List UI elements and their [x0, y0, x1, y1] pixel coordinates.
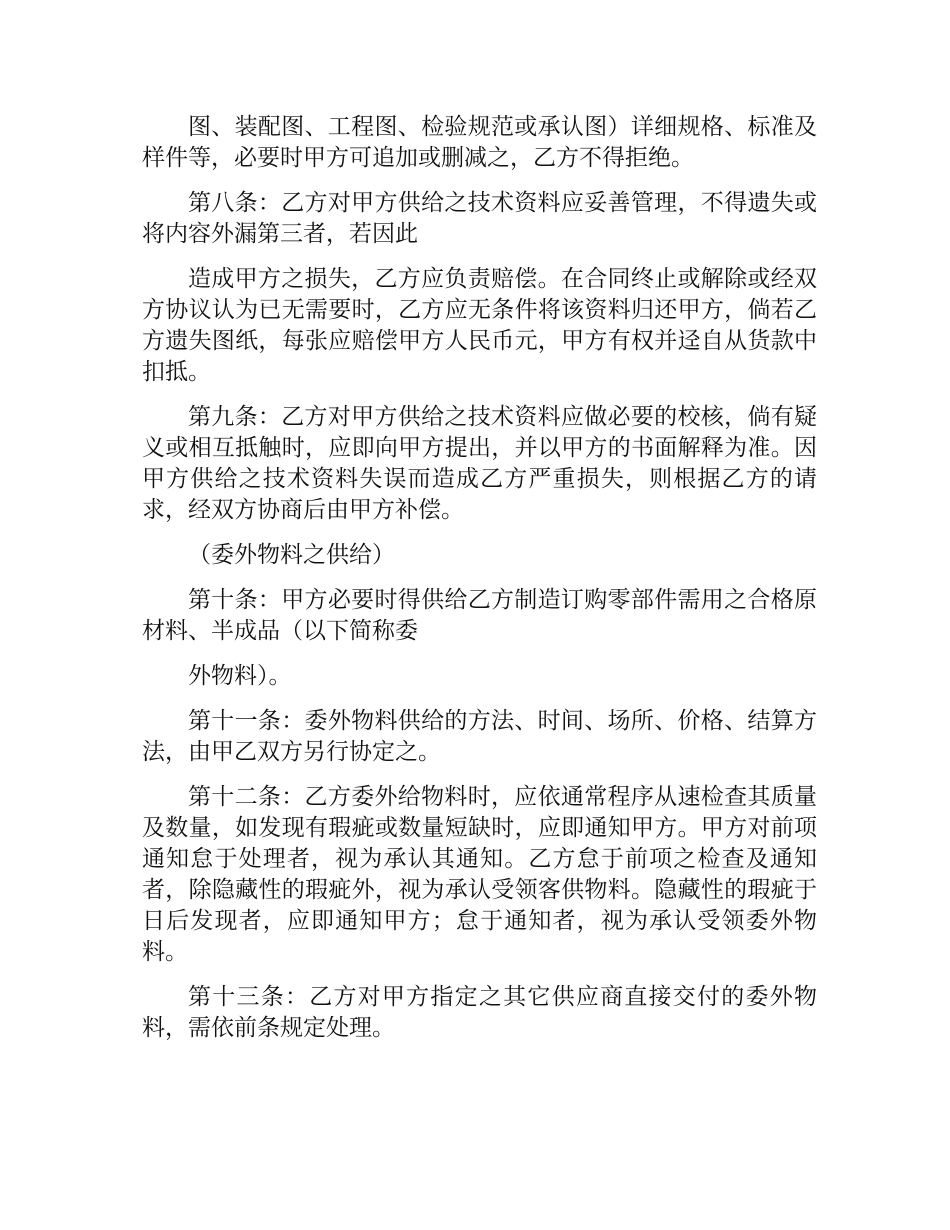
paragraph-article-10: 第十条：甲方必要时得供给乙方制造订购零部件需用之合格原材料、半成品（以下简称委 — [142, 587, 817, 644]
paragraph-article-8: 第八条：乙方对甲方供给之技术资料应妥善管理，不得遗失或将内容外漏第三者，若因此 — [142, 190, 817, 247]
paragraph-article-11: 第十一条：委外物料供给的方法、时间、场所、价格、结算方法，由甲乙双方另行协定之。 — [142, 708, 817, 765]
paragraph-1: 图、装配图、工程图、检验规范或承认图）详细规格、标准及样件等，必要时甲方可追加或删减之，乙方不得拒绝。 — [142, 114, 817, 171]
paragraph-article-13: 第十三条：乙方对甲方指定之其它供应商直接交付的委外物料，需依前条规定处理。 — [142, 984, 817, 1041]
paragraph-article-12: 第十二条：乙方委外给物料时，应依通常程序从速检查其质量及数量，如发现有瑕疵或数量短缺时，应即通知甲方。甲方对前项通知怠于处理者，视为承认其通知。乙方怠于前项之检查及通知者，除隐藏性的瑕疵外，视为承认受领客供物料。隐藏性的瑕疵于日后发现者，应即通知甲方；怠于通知者，视为承认受领委外物料。 — [142, 784, 817, 965]
paragraph-article-9: 第九条：乙方对甲方供给之技术资料应做必要的校核，倘有疑义或相互抵触时，应即向甲方提出，并以甲方的书面解释为准。因甲方供给之技术资料失误而造成乙方严重损失，则根据乙方的请求，经双方协商后由甲方补偿。 — [142, 404, 817, 523]
document-body — [142, 112, 817, 1058]
paragraph-article-10-cont: 外物料）。 — [188, 663, 292, 689]
paragraph-article-8-cont: 造成甲方之损失，乙方应负责赔偿。在合同终止或解除或经双方协议认为已无需要时，乙方应无条件将该资料归还甲方，倘若乙方遗失图纸，每张应赔偿甲方人民币元，甲方有权并迳自从货款中扣抵。 — [142, 266, 817, 385]
section-heading-outsourced-materials: （委外物料之供给） — [188, 542, 395, 568]
